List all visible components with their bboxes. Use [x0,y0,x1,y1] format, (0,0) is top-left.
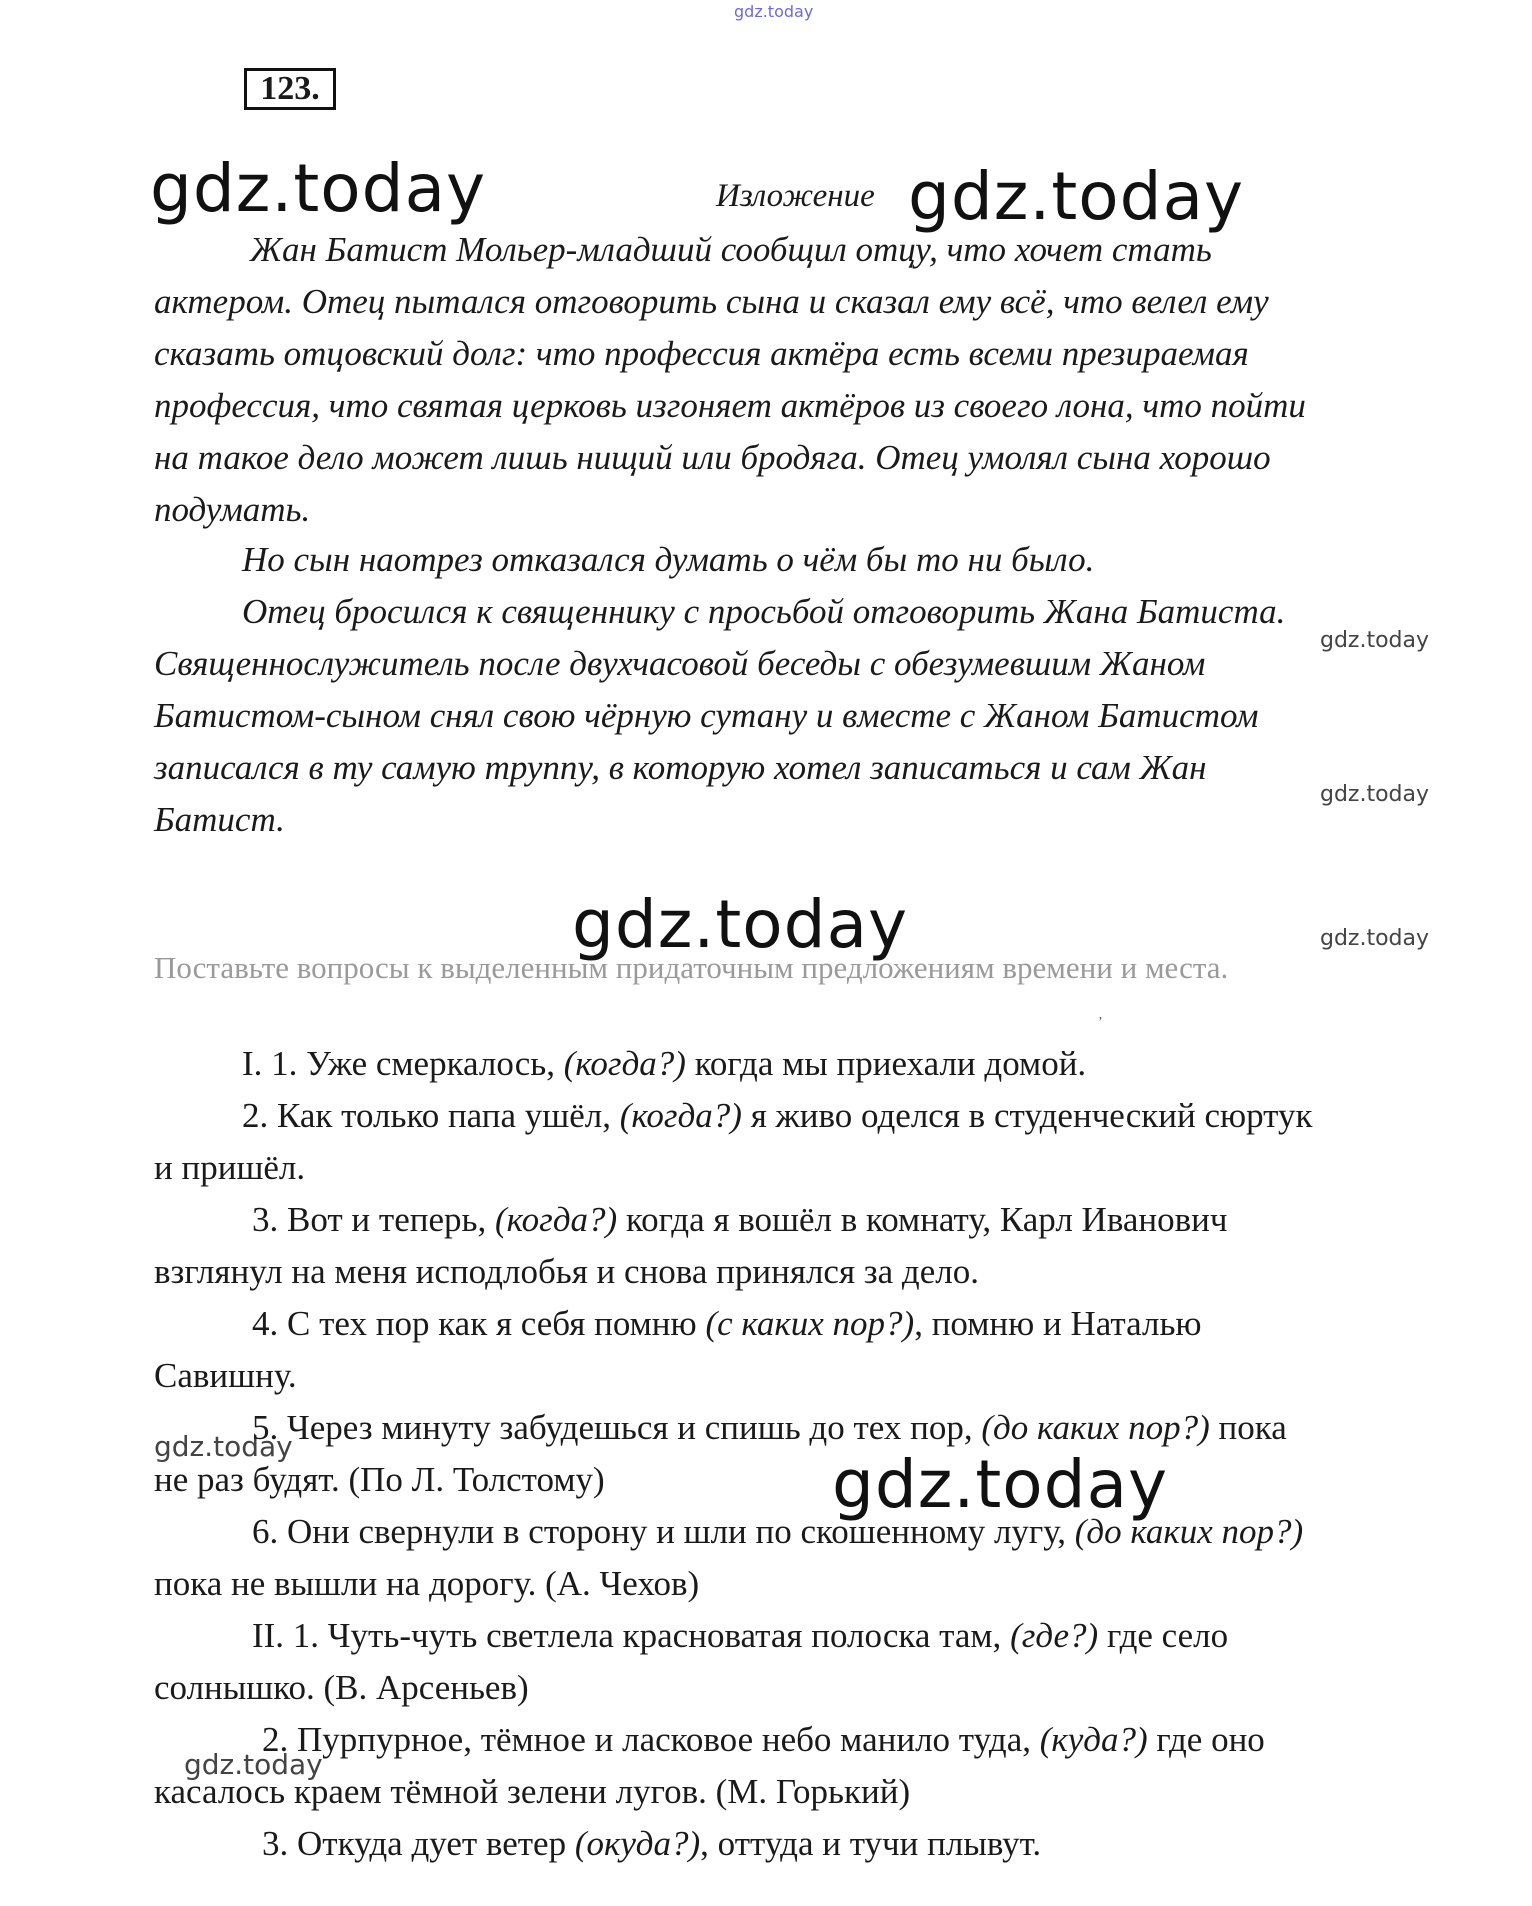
exercise-line: Савишну. [154,1356,297,1395]
exercise-line: I. 1. Уже смеркалось, (когда?) когда мы приехали домой. [242,1044,1087,1083]
question: (когда?) [494,1200,618,1239]
exercise-line: 6. Они свернули в сторону и шли по скошенному лугу, (до каких пор?) [252,1512,1304,1551]
essay-line: Но сын наотрез отказался думать о чём бы то ни было. [242,540,1095,579]
exercise-line: и пришёл. [154,1148,306,1187]
essay-line: подумать. [154,490,311,529]
exercise-line: 3. Вот и теперь, (когда?) когда я вошёл в комнату, Карл Иванович [252,1200,1228,1239]
exercise-line: 5. Через минуту забудешься и спишь до тех пор, (до каких пор?) пока [252,1408,1287,1447]
essay-line: на такое дело может лишь нищий или бродяга. Отец умолял сына хорошо [154,438,1271,477]
exercise-line: солнышко. (В. Арсеньев) [154,1668,529,1707]
question: (куда?) [1039,1720,1148,1759]
essay-line: Батистом-сыном снял свою чёрную сутану и вместе с Жаном Батистом [154,696,1259,735]
watermark-small: gdz.today [1320,782,1430,807]
question: (когда?) [619,1096,742,1135]
watermark-small: gdz.today [1320,926,1430,951]
exercise-line: II. 1. Чуть-чуть светлела красноватая полоска там, (где?) где село [252,1616,1229,1655]
exercise-line: не раз будят. (По Л. Толстому) [154,1460,605,1499]
essay-line: сказать отцовский долг: что профессия актёра есть всеми презираемая [154,334,1249,373]
exercise-line: 2. Как только папа ушёл, (когда?) я живо оделся в студенческий сюртук [242,1096,1313,1135]
essay-line: актером. Отец пытался отговорить сына и сказал ему всё, что велел ему [154,282,1269,321]
watermark-small: gdz.today [1320,628,1430,653]
question: (до каких пор?) [981,1408,1210,1447]
watermark-large: gdz.today [832,1446,1169,1523]
exercise-line: взглянул на меня исподлобья и снова принялся за дело. [154,1252,979,1291]
watermark-small: gdz.today [154,1430,293,1463]
exercise-line: 3. Откуда дует ветер (окуда?), оттуда и тучи плывут. [262,1824,1042,1863]
exercise-line: пока не вышли на дорогу. (А. Чехов) [154,1564,700,1603]
question: (с каких пор?) [705,1304,915,1343]
essay-line: Батист. [154,800,285,839]
tick-mark: ’ [1098,1015,1103,1030]
watermark-large: gdz.today [572,886,909,963]
essay-line: Отец бросился к священнику с просьбой отговорить Жана Батиста. [242,592,1286,631]
question: (когда?) [563,1044,686,1083]
essay-line: Священнослужитель после двухчасовой беседы с обезумевшим Жаном [154,644,1206,683]
question: (до каких пор?) [1074,1512,1304,1551]
question: (окуда?) [574,1824,701,1863]
exercise-line: касалось краем тёмной зелени лугов. (М. Горький) [154,1772,911,1811]
essay-line: Жан Батист Мольер-младший сообщил отцу, что хочет стать [250,230,1212,269]
question: (где?) [1010,1616,1099,1655]
instruction: Поставьте вопросы к выделенным придаточным предложениям времени и места. [154,950,1229,985]
essay-line: записался в ту самую труппу, в которую хотел записаться и сам Жан [154,748,1207,787]
watermark-large: gdz.today [150,150,487,227]
essay-title: Изложение [716,178,875,214]
task-number: 123. [244,68,336,110]
watermark-small: gdz.today [184,1748,323,1781]
watermark-top: gdz.today [734,2,814,21]
watermark-large: gdz.today [908,158,1245,235]
exercise-line: 2. Пурпурное, тёмное и ласковое небо манило туда, (куда?) где оно [262,1720,1265,1759]
essay-line: профессия, что святая церковь изгоняет актёров из своего лона, что пойти [154,386,1306,425]
exercise-line: 4. С тех пор как я себя помню (с каких пор?), помню и Наталью [252,1304,1202,1343]
